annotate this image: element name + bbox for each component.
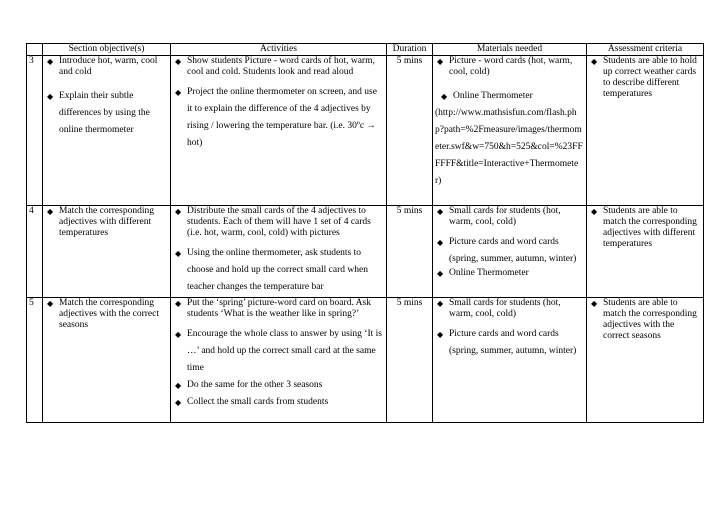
diamond-bullet-icon: ◆ bbox=[437, 330, 444, 339]
list-item: ◆ Students are able to hold up correct weather cards to describe different temperatures bbox=[591, 56, 697, 99]
row-number: 4 bbox=[27, 206, 43, 298]
activities-cell bbox=[171, 56, 387, 206]
list-item: ◆ Collect the small cards from students bbox=[173, 394, 384, 411]
list-item: ◆ Picture cards and word cards (spring, summer, autumn, winter) bbox=[435, 326, 584, 360]
diamond-bullet-icon: ◆ bbox=[437, 238, 444, 247]
header-duration: Duration bbox=[387, 44, 433, 56]
list-item: ◆ Students are able to match the corresponding adjectives with different temperatures bbox=[591, 206, 697, 249]
diamond-bullet-icon: ◆ bbox=[591, 57, 598, 66]
objectives-cell bbox=[43, 56, 171, 206]
materials-cell bbox=[433, 298, 587, 423]
objectives-cell bbox=[43, 298, 171, 423]
list-item: ◆ Introduce hot, warm, cool and cold bbox=[47, 56, 158, 77]
lesson-plan-table bbox=[26, 43, 704, 423]
diamond-bullet-icon: ◆ bbox=[175, 207, 182, 216]
table-row bbox=[27, 298, 704, 423]
list-item: ◆ Put the ‘spring’ picture-word card on board. Ask students ‘What is the weather like in spring?’ bbox=[175, 298, 371, 319]
list-item: ◆ Match the corresponding adjectives with the correct seasons bbox=[47, 298, 159, 330]
row-number: 5 bbox=[27, 298, 43, 423]
diamond-bullet-icon: ◆ bbox=[47, 299, 54, 308]
diamond-bullet-icon: ◆ bbox=[437, 207, 444, 216]
header-materials: Materials needed bbox=[433, 44, 587, 56]
list-item: ◆ Picture cards and word cards (spring, summer, autumn, winter) bbox=[435, 234, 584, 268]
list-item: ◆ Using the online thermometer, ask students to choose and hold up the correct small card when teacher changes the temperature bar bbox=[173, 245, 384, 296]
diamond-bullet-icon: ◆ bbox=[175, 330, 182, 339]
header-assessment: Assessment criteria bbox=[587, 44, 704, 56]
list-item: ◆ Match the corresponding adjectives with different temperatures bbox=[47, 206, 154, 238]
list-item: ◆ Distribute the small cards of the 4 adjectives to students. Each of them will have 1 set of 4 cards (i.e. hot, warm, cool, cold) with pictures bbox=[175, 206, 371, 238]
assessment-cell bbox=[587, 298, 704, 423]
list-item: ◆ Online Thermometer bbox=[435, 88, 584, 105]
header-row bbox=[27, 44, 704, 56]
activities-cell bbox=[171, 298, 387, 423]
assessment-cell bbox=[587, 206, 704, 298]
diamond-bullet-icon: ◆ bbox=[175, 88, 182, 97]
materials-cell bbox=[433, 206, 587, 298]
diamond-bullet-icon: ◆ bbox=[47, 207, 54, 216]
lesson-plan-sheet bbox=[26, 43, 703, 423]
diamond-bullet-icon: ◆ bbox=[441, 92, 448, 101]
diamond-bullet-icon: ◆ bbox=[437, 299, 444, 308]
list-item: ◆ Small cards for students (hot, warm, cool, cold) bbox=[437, 206, 561, 227]
diamond-bullet-icon: ◆ bbox=[47, 92, 54, 101]
duration-cell: 5 mins bbox=[387, 206, 433, 298]
diamond-bullet-icon: ◆ bbox=[175, 398, 182, 407]
diamond-bullet-icon: ◆ bbox=[175, 249, 182, 258]
diamond-bullet-icon: ◆ bbox=[175, 299, 182, 308]
table-row bbox=[27, 206, 704, 298]
header-activities: Activities bbox=[171, 44, 387, 56]
activities-cell bbox=[171, 206, 387, 298]
materials-cell bbox=[433, 56, 587, 206]
diamond-bullet-icon: ◆ bbox=[175, 381, 182, 390]
thermometer-link[interactable]: (http://www.mathsisfun.com/flash.php?path=%2Fmeasure/images/thermometer.swf&w=750&h=525&col=%23FFFFFF&title=Interactive+Thermometer) bbox=[435, 108, 583, 186]
list-item: ◆ Show students Picture - word cards of hot, warm, cool and cold. Students look and read aloud bbox=[175, 56, 375, 77]
list-item: ◆ Small cards for students (hot, warm, cool, cold) bbox=[437, 298, 561, 319]
diamond-bullet-icon: ◆ bbox=[437, 269, 444, 278]
diamond-bullet-icon: ◆ bbox=[591, 299, 598, 308]
header-number bbox=[27, 44, 43, 56]
list-item: ◆ Students are able to match the corresponding adjectives with the correct seasons bbox=[591, 298, 697, 341]
table-row bbox=[27, 56, 704, 206]
list-item: ◆ Do the same for the other 3 seasons bbox=[173, 377, 384, 394]
objectives-cell bbox=[43, 206, 171, 298]
diamond-bullet-icon: ◆ bbox=[47, 57, 54, 66]
list-item: ◆ Encourage the whole class to answer by using ‘It is …’ and hold up the correct small card at the same time bbox=[173, 326, 384, 377]
duration-cell: 5 mins bbox=[387, 298, 433, 423]
diamond-bullet-icon: ◆ bbox=[175, 57, 182, 66]
header-objectives: Section objective(s) bbox=[43, 44, 171, 56]
list-item: ◆ Online Thermometer bbox=[437, 268, 529, 278]
assessment-cell bbox=[587, 56, 704, 206]
duration-cell: 5 mins bbox=[387, 56, 433, 206]
row-number: 3 bbox=[27, 56, 43, 206]
list-item: ◆ Explain their subtle differences by using the online thermometer bbox=[45, 88, 168, 139]
list-item: ◆ Project the online thermometer on screen, and use it to explain the difference of the 4 adjectives by rising / lowering the temperature bar. (i.e. 30ºc → hot) bbox=[173, 84, 384, 152]
list-item: ◆ Picture - word cards (hot, warm, cool, cold) bbox=[437, 56, 573, 77]
diamond-bullet-icon: ◆ bbox=[437, 57, 444, 66]
diamond-bullet-icon: ◆ bbox=[591, 207, 598, 216]
